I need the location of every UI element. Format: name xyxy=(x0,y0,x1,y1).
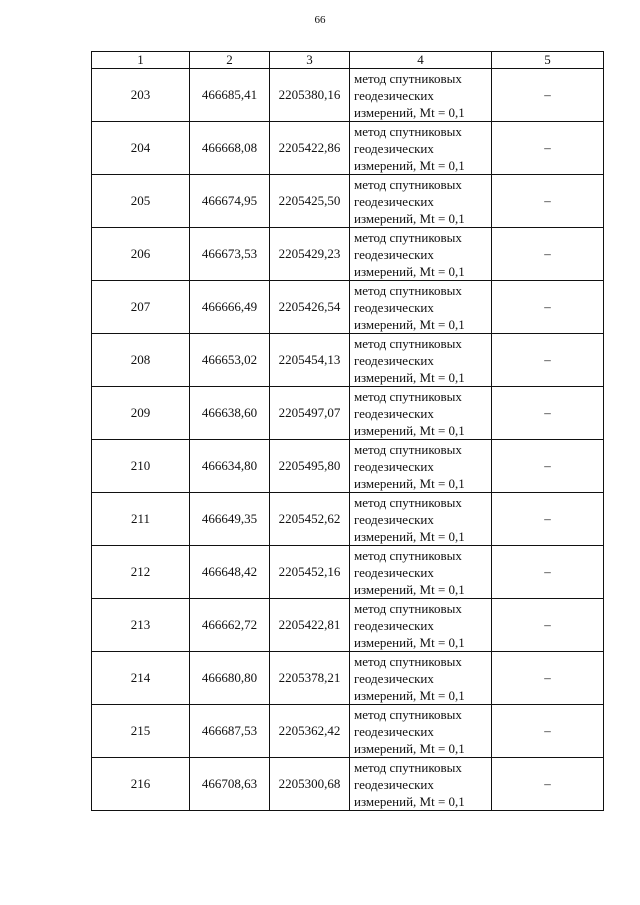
method-text-line: метод спутниковых xyxy=(354,176,462,192)
method-text-line: геодезических xyxy=(354,511,434,527)
note-cell: – xyxy=(492,652,604,705)
x-coordinate-cell: 466674,95 xyxy=(190,175,270,228)
table-body xyxy=(92,69,604,811)
method-cell xyxy=(350,546,492,599)
method-text-line: метод спутниковых xyxy=(354,759,462,775)
method-text-line: метод спутниковых xyxy=(354,547,462,563)
x-coordinate-cell: 466649,35 xyxy=(190,493,270,546)
point-number-cell: 208 xyxy=(92,334,190,387)
method-text-line: измерений, Mt = 0,1 xyxy=(354,316,465,332)
coordinates-table xyxy=(91,51,604,811)
note-cell: – xyxy=(492,387,604,440)
point-number-cell: 212 xyxy=(92,546,190,599)
x-coordinate-cell: 466662,72 xyxy=(190,599,270,652)
method-cell xyxy=(350,69,492,122)
method-cell xyxy=(350,122,492,175)
y-coordinate-cell: 2205429,23 xyxy=(270,228,350,281)
point-number-cell: 206 xyxy=(92,228,190,281)
note-cell: – xyxy=(492,705,604,758)
table-header xyxy=(92,52,604,69)
y-coordinate-cell: 2205300,68 xyxy=(270,758,350,811)
y-coordinate-cell: 2205378,21 xyxy=(270,652,350,705)
method-text-line: геодезических xyxy=(354,723,434,739)
table-row xyxy=(92,387,604,440)
y-coordinate-cell: 2205497,07 xyxy=(270,387,350,440)
method-cell xyxy=(350,493,492,546)
method-text-line: геодезических xyxy=(354,564,434,580)
table-row xyxy=(92,652,604,705)
point-number-cell: 207 xyxy=(92,281,190,334)
method-text-line: геодезических xyxy=(354,299,434,315)
method-text-line: метод спутниковых xyxy=(354,441,462,457)
method-text-line: метод спутниковых xyxy=(354,388,462,404)
page-number: 66 xyxy=(314,14,326,26)
y-coordinate-cell: 2205422,86 xyxy=(270,122,350,175)
x-coordinate-cell: 466638,60 xyxy=(190,387,270,440)
header-col-5: 5 xyxy=(492,52,604,69)
method-text-line: измерений, Mt = 0,1 xyxy=(354,422,465,438)
table-row xyxy=(92,175,604,228)
method-cell xyxy=(350,652,492,705)
x-coordinate-cell: 466666,49 xyxy=(190,281,270,334)
method-cell xyxy=(350,440,492,493)
x-coordinate-cell: 466673,53 xyxy=(190,228,270,281)
method-cell xyxy=(350,387,492,440)
note-cell: – xyxy=(492,69,604,122)
method-text-line: метод спутниковых xyxy=(354,600,462,616)
table-row xyxy=(92,493,604,546)
point-number-cell: 216 xyxy=(92,758,190,811)
method-cell xyxy=(350,705,492,758)
method-text-line: геодезических xyxy=(354,352,434,368)
x-coordinate-cell: 466687,53 xyxy=(190,705,270,758)
table-row xyxy=(92,334,604,387)
point-number-cell: 203 xyxy=(92,69,190,122)
method-text-line: измерений, Mt = 0,1 xyxy=(354,263,465,279)
method-text-line: геодезических xyxy=(354,87,434,103)
point-number-cell: 209 xyxy=(92,387,190,440)
y-coordinate-cell: 2205422,81 xyxy=(270,599,350,652)
note-cell: – xyxy=(492,440,604,493)
method-text-line: метод спутниковых xyxy=(354,653,462,669)
method-cell xyxy=(350,334,492,387)
note-cell: – xyxy=(492,758,604,811)
method-text-line: измерений, Mt = 0,1 xyxy=(354,793,465,809)
method-cell xyxy=(350,758,492,811)
point-number-cell: 215 xyxy=(92,705,190,758)
table-row xyxy=(92,122,604,175)
method-text-line: измерений, Mt = 0,1 xyxy=(354,369,465,385)
point-number-cell: 213 xyxy=(92,599,190,652)
method-cell xyxy=(350,281,492,334)
method-text-line: измерений, Mt = 0,1 xyxy=(354,104,465,120)
y-coordinate-cell: 2205452,62 xyxy=(270,493,350,546)
y-coordinate-cell: 2205495,80 xyxy=(270,440,350,493)
header-row xyxy=(92,52,604,69)
point-number-cell: 210 xyxy=(92,440,190,493)
x-coordinate-cell: 466634,80 xyxy=(190,440,270,493)
method-text-line: геодезических xyxy=(354,140,434,156)
x-coordinate-cell: 466680,80 xyxy=(190,652,270,705)
header-col-4: 4 xyxy=(350,52,492,69)
table-row xyxy=(92,546,604,599)
method-text-line: геодезических xyxy=(354,458,434,474)
note-cell: – xyxy=(492,599,604,652)
method-text-line: метод спутниковых xyxy=(354,706,462,722)
note-cell: – xyxy=(492,334,604,387)
y-coordinate-cell: 2205452,16 xyxy=(270,546,350,599)
table-row xyxy=(92,440,604,493)
method-text-line: метод спутниковых xyxy=(354,229,462,245)
table-row xyxy=(92,705,604,758)
method-text-line: измерений, Mt = 0,1 xyxy=(354,528,465,544)
point-number-cell: 211 xyxy=(92,493,190,546)
method-cell xyxy=(350,599,492,652)
table-row xyxy=(92,228,604,281)
method-text-line: измерений, Mt = 0,1 xyxy=(354,740,465,756)
method-text-line: измерений, Mt = 0,1 xyxy=(354,634,465,650)
note-cell: – xyxy=(492,228,604,281)
x-coordinate-cell: 466668,08 xyxy=(190,122,270,175)
header-col-2: 2 xyxy=(190,52,270,69)
note-cell: – xyxy=(492,493,604,546)
point-number-cell: 205 xyxy=(92,175,190,228)
y-coordinate-cell: 2205425,50 xyxy=(270,175,350,228)
table-row xyxy=(92,599,604,652)
point-number-cell: 214 xyxy=(92,652,190,705)
method-text-line: метод спутниковых xyxy=(354,282,462,298)
method-text-line: измерений, Mt = 0,1 xyxy=(354,581,465,597)
method-text-line: геодезических xyxy=(354,776,434,792)
x-coordinate-cell: 466708,63 xyxy=(190,758,270,811)
note-cell: – xyxy=(492,546,604,599)
header-col-1: 1 xyxy=(92,52,190,69)
note-cell: – xyxy=(492,281,604,334)
note-cell: – xyxy=(492,122,604,175)
y-coordinate-cell: 2205362,42 xyxy=(270,705,350,758)
method-text-line: метод спутниковых xyxy=(354,70,462,86)
table-row xyxy=(92,758,604,811)
method-text-line: метод спутниковых xyxy=(354,335,462,351)
x-coordinate-cell: 466648,42 xyxy=(190,546,270,599)
header-col-3: 3 xyxy=(270,52,350,69)
point-number-cell: 204 xyxy=(92,122,190,175)
y-coordinate-cell: 2205426,54 xyxy=(270,281,350,334)
y-coordinate-cell: 2205380,16 xyxy=(270,69,350,122)
method-text-line: измерений, Mt = 0,1 xyxy=(354,687,465,703)
method-cell xyxy=(350,228,492,281)
method-text-line: геодезических xyxy=(354,246,434,262)
y-coordinate-cell: 2205454,13 xyxy=(270,334,350,387)
table-row xyxy=(92,281,604,334)
method-cell xyxy=(350,175,492,228)
x-coordinate-cell: 466685,41 xyxy=(190,69,270,122)
method-text-line: геодезических xyxy=(354,193,434,209)
note-cell: – xyxy=(492,175,604,228)
method-text-line: измерений, Mt = 0,1 xyxy=(354,210,465,226)
method-text-line: геодезических xyxy=(354,405,434,421)
method-text-line: геодезических xyxy=(354,617,434,633)
method-text-line: измерений, Mt = 0,1 xyxy=(354,475,465,491)
method-text-line: измерений, Mt = 0,1 xyxy=(354,157,465,173)
x-coordinate-cell: 466653,02 xyxy=(190,334,270,387)
method-text-line: геодезических xyxy=(354,670,434,686)
method-text-line: метод спутниковых xyxy=(354,494,462,510)
table-row xyxy=(92,69,604,122)
method-text-line: метод спутниковых xyxy=(354,123,462,139)
